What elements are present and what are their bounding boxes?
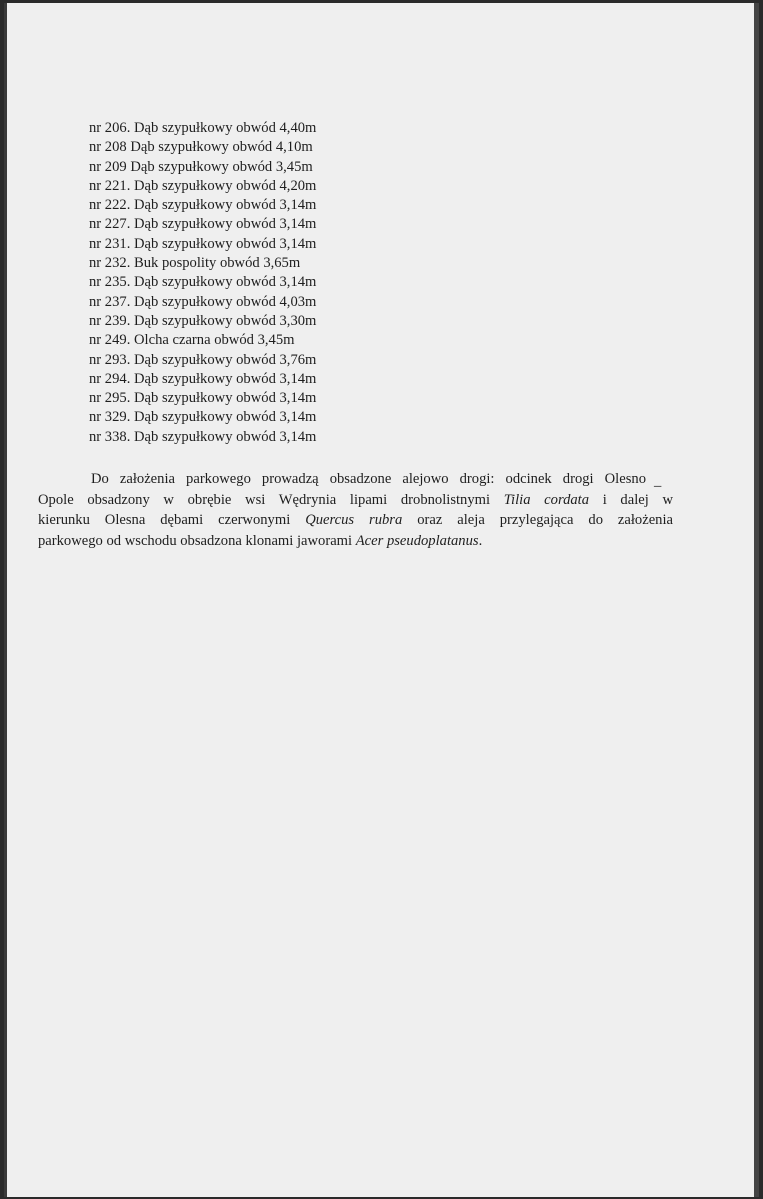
document-page xyxy=(4,3,759,1197)
tree-list xyxy=(89,119,316,447)
paragraph-text: Opole obsadzony w obrębie wsi Wędrynia lipami drobnolistnymi xyxy=(38,491,491,508)
paragraph-dash: _ xyxy=(654,473,662,489)
paragraph-line-2 xyxy=(38,490,673,511)
tree-list-item: nr 237. Dąb szypułkowy obwód 4,03m xyxy=(89,293,317,310)
paragraph-text: . xyxy=(478,532,483,549)
paragraph-text: oraz aleja przylegająca do założenia xyxy=(417,512,674,529)
body-paragraph xyxy=(38,469,673,551)
page-edge-left xyxy=(4,3,7,1197)
tree-list-item: nr 209 Dąb szypułkowy obwód 3,45m xyxy=(89,158,313,175)
latin-name: Acer pseudoplatanus xyxy=(355,532,479,549)
tree-list-item: nr 221. Dąb szypułkowy obwód 4,20m xyxy=(89,177,317,194)
latin-name: Tilia cordata xyxy=(503,491,590,508)
tree-list-item: nr 222. Dąb szypułkowy obwód 3,14m xyxy=(89,197,317,214)
paragraph-text: parkowego od wschodu obsadzona klonami jaworami xyxy=(38,532,353,549)
tree-list-item: nr 249. Olcha czarna obwód 3,45m xyxy=(89,332,295,349)
tree-list-item: nr 235. Dąb szypułkowy obwód 3,14m xyxy=(89,274,317,291)
tree-list-item: nr 231. Dąb szypułkowy obwód 3,14m xyxy=(89,235,317,252)
tree-list-item: nr 232. Buk pospolity obwód 3,65m xyxy=(89,255,301,272)
page-edge-right xyxy=(754,3,759,1197)
paragraph-line-3 xyxy=(38,510,673,531)
tree-list-item: nr 206. Dąb szypułkowy obwód 4,40m xyxy=(89,120,317,136)
tree-list-item: nr 329. Dąb szypułkowy obwód 3,14m xyxy=(89,409,317,426)
tree-list-item: nr 338. Dąb szypułkowy obwód 3,14m xyxy=(89,428,317,445)
paragraph-text: i dalej w xyxy=(602,491,673,508)
tree-list-item: nr 208 Dąb szypułkowy obwód 4,10m xyxy=(89,139,313,156)
tree-list-item: nr 227. Dąb szypułkowy obwód 3,14m xyxy=(89,216,317,233)
paragraph-line-1 xyxy=(38,469,646,490)
paragraph-text: kierunku Olesna dębami czerwonymi xyxy=(38,512,291,529)
paragraph-text: Do założenia parkowego prowadzą obsadzone alejowo drogi: odcinek drogi Olesno xyxy=(91,471,646,487)
tree-list-item: nr 239. Dąb szypułkowy obwód 3,30m xyxy=(89,312,317,329)
tree-list-item: nr 293. Dąb szypułkowy obwód 3,76m xyxy=(89,351,317,368)
latin-name: Quercus rubra xyxy=(305,512,403,529)
paragraph-line-4 xyxy=(38,531,673,552)
tree-list-item: nr 295. Dąb szypułkowy obwód 3,14m xyxy=(89,390,317,407)
tree-list-item: nr 294. Dąb szypułkowy obwód 3,14m xyxy=(89,370,317,387)
